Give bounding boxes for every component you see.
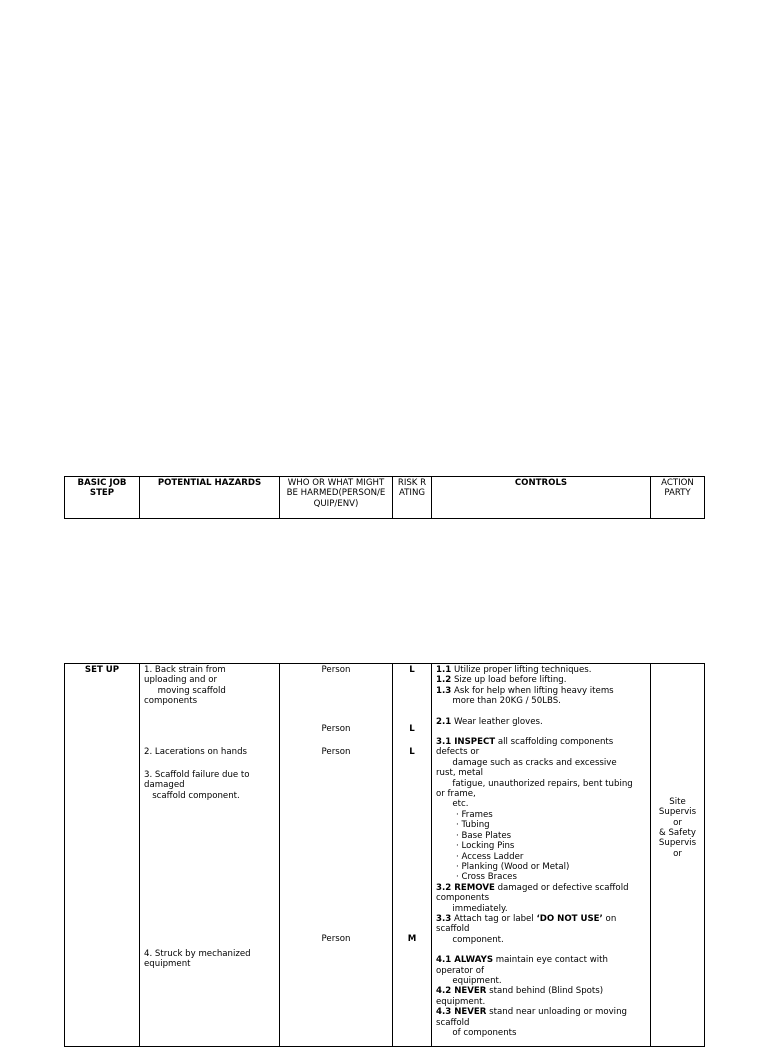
who-cell: [280, 664, 393, 1047]
control-2-1: 2.1 Wear leather gloves.: [436, 716, 543, 727]
controls-table: [64, 663, 705, 1047]
control-4-1: 4.1 ALWAYS maintain eye contact with operator of equipment.: [436, 955, 608, 986]
risk-cell: [393, 664, 432, 1047]
control-1-2: 1.2 Size up load before lifting.: [436, 675, 567, 686]
control-1-1: 1.1 Utilize proper lifting techniques.: [436, 665, 592, 675]
header-action: ACTION PARTY: [651, 477, 705, 519]
action-party: Site Supervis or & Safety Supervis or: [658, 796, 697, 859]
control-1-3: 1.3 Ask for help when lifting heavy items: [436, 685, 614, 696]
hazard-3: 3. Scaffold failure due to damaged scaffold component.: [144, 770, 250, 801]
who-4: Person: [321, 934, 351, 944]
control-1-3-cont: more than 20KG / 50LBS.: [436, 696, 561, 707]
header-who: WHO OR WHAT MIGHT BE HARMED(PERSON/EQUIP/ENV): [280, 477, 393, 519]
list-item: · Frames: [456, 809, 493, 820]
risk-2: L: [409, 724, 415, 734]
control-4-2: 4.2 NEVER stand behind (Blind Spots) equipment.: [436, 986, 604, 1007]
risk-1: L: [409, 665, 415, 675]
table-row: [65, 664, 705, 1047]
header-table: [64, 476, 705, 519]
who-3: Person: [321, 747, 351, 757]
list-item: · Tubing: [456, 820, 490, 831]
list-item: · Cross Braces: [456, 872, 517, 883]
list-item: · Locking Pins: [456, 841, 515, 852]
control-3-1: 3.1 INSPECT all scaffolding components defects or damage such as cracks and excessive rust, metal fatigue, unauthorized repairs, bent tubing or frame, etc.: [436, 737, 633, 810]
control-3-3: 3.3 Attach tag or label ‘DO NOT USE’ on scaffold component.: [436, 913, 617, 945]
header-step: BASIC JOB STEP: [65, 477, 140, 519]
header-risk: RISK RATING: [393, 477, 432, 519]
who-1: Person: [321, 665, 351, 675]
header-controls: CONTROLS: [432, 477, 651, 519]
list-item: · Planking (Wood or Metal): [456, 861, 570, 872]
hazard-1: 1. Back strain from uploading and or moving scaffold components: [144, 665, 226, 707]
list-item: · Base Plates: [456, 830, 512, 841]
risk-3: L: [409, 747, 415, 757]
hazard-4: 4. Struck by mechanized equipment: [144, 949, 251, 970]
risk-4: M: [407, 934, 417, 944]
hazards-cell: [140, 664, 280, 1047]
action-cell: [651, 664, 705, 1047]
who-2: Person: [321, 724, 351, 734]
list-item: · Access Ladder: [456, 851, 524, 862]
component-list: [436, 810, 646, 883]
job-step-cell: SET UP: [65, 664, 140, 1047]
control-4-3: 4.3 NEVER stand near unloading or moving scaffold of components: [436, 1007, 627, 1038]
control-3-2: 3.2 REMOVE damaged or defective scaffold components immediately.: [436, 882, 629, 914]
controls-cell: [432, 664, 651, 1047]
header-hazards: POTENTIAL HAZARDS: [140, 477, 280, 519]
hazard-2: 2. Lacerations on hands: [144, 747, 247, 757]
